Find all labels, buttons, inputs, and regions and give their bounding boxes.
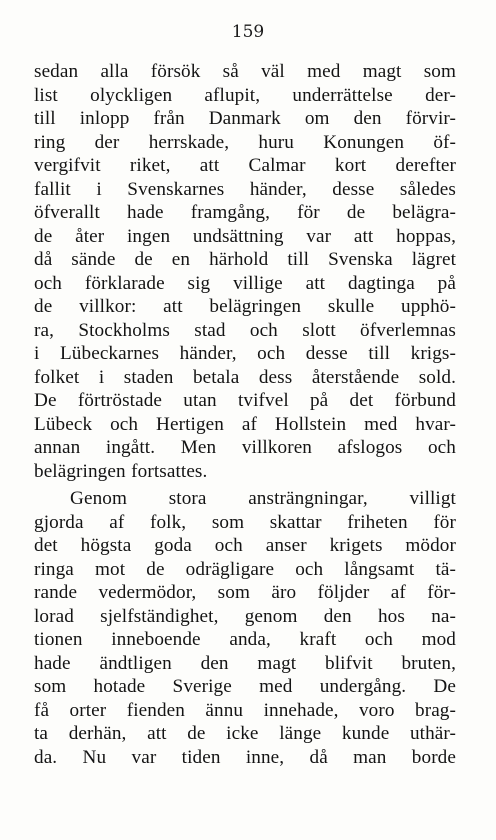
text-line: da. Nu var tiden inne, då man borde	[34, 746, 456, 768]
text-line: hade ändtligen den magt blifvit bruten,	[34, 652, 456, 674]
text-line: ta derhän, att de icke länge kunde uthär-	[34, 723, 456, 744]
text-line: öfverallt hade framgång, för de belägra-	[34, 202, 456, 223]
paragraph-1	[34, 60, 456, 483]
text-line: De förtröstade utan tvifvel på det förbund	[34, 390, 456, 411]
text-line: gjorda af folk, som skattar friheten för	[34, 511, 456, 533]
text-line: annan ingått. Men villkoren afslogos och	[34, 437, 456, 458]
text-line: ra, Stockholms stad och slott öfverlemnas	[34, 319, 456, 341]
text-line: Genom stora ansträngningar, villigt	[70, 488, 456, 509]
text-line: vergifvit riket, att Calmar kort derefter	[34, 155, 456, 176]
text-line: de villkor: att belägringen skulle upphö-	[34, 296, 456, 317]
text-line: ringa mot de odrägligare och långsamt tä-	[34, 558, 456, 580]
text-line: det högsta goda och anser krigets mödor	[34, 535, 456, 556]
text-line: då sände de en härhold till Svenska lägret	[34, 249, 456, 270]
text-line: lorad sjelfständighet, genom den hos na-	[34, 605, 456, 627]
body-text	[34, 60, 456, 769]
text-line: folket i staden betala dess återstående sold.	[34, 366, 456, 388]
text-line: fallit i Svenskarnes händer, desse således	[34, 178, 456, 200]
text-line: till inlopp från Danmark om den förvir-	[34, 108, 456, 129]
text-line: sedan alla försök så väl med magt som	[34, 61, 456, 82]
text-line: få orter fienden ännu innehade, voro brag-	[34, 699, 456, 721]
text-line: rande vedermödor, som äro följder af för-	[34, 582, 456, 603]
text-line: ring der herrskade, huru Konungen öf-	[34, 131, 456, 153]
text-line: belägringen fortsattes.	[34, 460, 208, 482]
page-number: 159	[231, 22, 265, 42]
paragraph-2	[34, 487, 456, 769]
text-line: och förklarade sig villige att dagtinga på	[34, 272, 456, 294]
text-line: i Lübeckarnes händer, och desse till krigs-	[34, 343, 456, 364]
text-line: list olyckligen aflupit, underrättelse der-	[34, 84, 456, 106]
text-line: Lübeck och Hertigen af Hollstein med hvar-	[34, 413, 456, 435]
text-line: tionen inneboende anda, kraft och mod	[34, 629, 456, 650]
text-line: de åter ingen undsättning var att hoppas,	[34, 225, 456, 247]
text-line: som hotade Sverige med undergång. De	[34, 676, 456, 697]
